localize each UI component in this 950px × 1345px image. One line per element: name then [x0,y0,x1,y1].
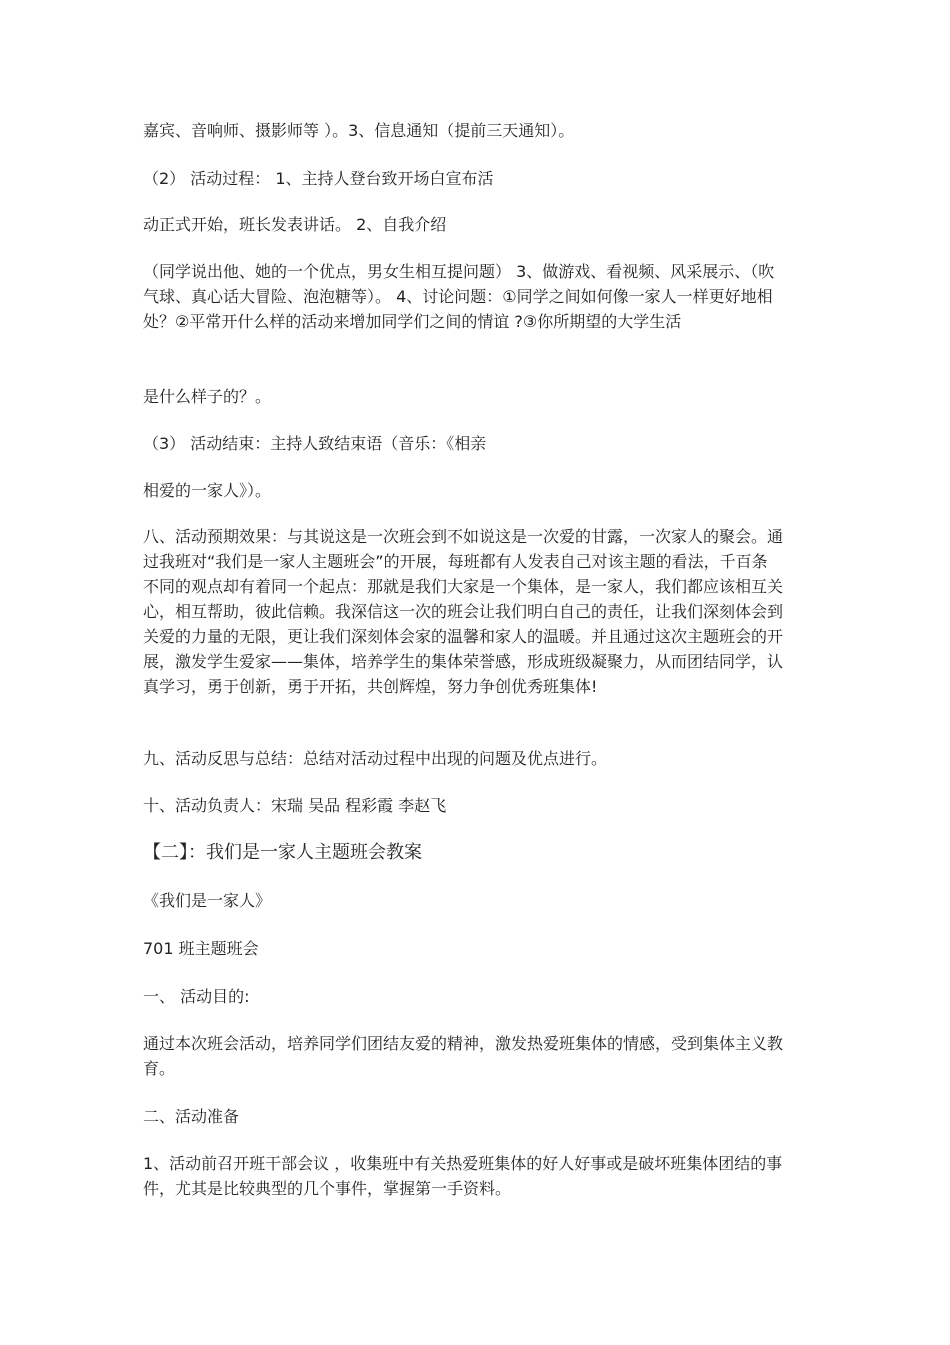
section-heading: 【二】：我们是一家人主题班会教案 [143,842,422,863]
paragraph-goal-text: 通过本次班会活动，培养同学们团结友爱的精神，激发热爱班集体的情感，受到集体主义教育。 [143,1034,784,1078]
paragraph-process-question-end: 是什么样子的？。 [143,387,272,406]
paragraph-goal-heading: 一、 活动目的: [143,987,250,1006]
paragraph-preparation-heading: 二、活动准备 [143,1107,240,1126]
paragraph-process-start: （2） 活动过程： 1、主持人登台致开场白宣布活 [143,169,494,188]
paragraph-expected-effect: 八、活动预期效果：与其说这是一次班会到不如说这是一次爱的甘露，一次家人的聚会。通过我班对“我们是一家人主题班会”的开展，每班都有人发表自己对该主题的看法，千百条不同的观点却有着同一个起点：那就是我们大家是一个集体，是一家人，我们都应该相互关心，相互帮助，彼此信赖。我深信这一次的班会让我们明白自己的责任，让我们深刻体会到关爱的力量的无限，更让我们深刻体会家的温馨和家人的温暖。并且通过这次主题班会的开展，激发学生爱家——集体，培养学生的集体荣誉感，形成班级凝聚力，从而团结同学，认真学习，勇于创新，勇于开拓，共创辉煌，努力争创优秀班集体! [143,527,784,696]
paragraph-process-activities: （同学说出他、她的一个优点，男女生相互提问题） 3、做游戏、看视频、风采展示、（吹气球、真心话大冒险、泡泡糖等）。 4、讨论问题：①同学之间如何像一家人一样更好地相处？②平常开什么样的活动来增加同学们之间的情谊 ?③你所期望的大学生活 [143,262,775,331]
paragraph-title: 《我们是一家人》 [143,891,272,910]
paragraph-activity-end-music: 相爱的一家人》）。 [143,481,272,500]
paragraph-responsible-persons: 十、活动负责人：宋瑞 吴品 程彩霞 李赵飞 [143,796,447,815]
paragraph-preparation-item-1: 1、活动前召开班干部会议 ，收集班中有关热爱班集体的好人好事或是破坏班集体团结的事件，尤其是比较典型的几个事件，掌握第一手资料。 [143,1154,783,1198]
paragraph-guests-notice: 嘉宾、音响师、摄影师等 ）。3、信息通知（提前三天通知）。 [143,121,575,140]
paragraph-reflection: 九、活动反思与总结：总结对活动过程中出现的问题及优点进行。 [143,749,608,768]
paragraph-activity-end: （3） 活动结束：主持人致结束语（音乐：《相亲 [143,434,487,453]
paragraph-class-name: 701 班主题班会 [143,939,259,958]
paragraph-process-speech: 动正式开始，班长发表讲话。 2、自我介绍 [143,215,447,234]
